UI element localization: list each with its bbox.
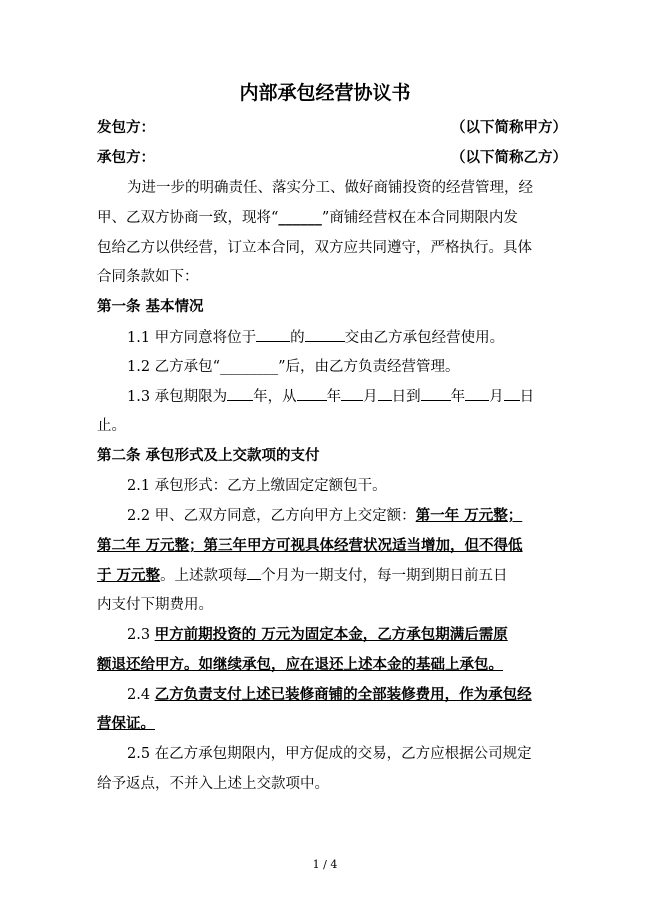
- clause-1-3-end: 止。: [97, 418, 126, 434]
- clause-text: ”后，由乙方负责经营管理。: [278, 359, 460, 375]
- clause-2-3-line-2: [97, 655, 567, 675]
- clause-text: 2.2 甲、乙双方同意，乙方向甲方上交定额：: [127, 508, 416, 524]
- clause-2-4-line-2: [97, 714, 567, 734]
- years-blank: [227, 386, 253, 401]
- first-year-amount: 第一年 万元整；: [415, 508, 523, 524]
- clause-2-2-line-2: [97, 536, 567, 556]
- clause-text: 年，从: [253, 389, 297, 405]
- location-blank: [256, 327, 290, 342]
- clause-text: 年: [326, 389, 342, 405]
- party-b-label: 承包方：: [97, 150, 155, 166]
- preamble-line-3: 包给乙方以供经营，订立本合同，双方应共同遵守，严格执行。具体: [97, 240, 532, 256]
- shop-name-blank: ______: [278, 210, 322, 226]
- clause-1-2: [97, 357, 567, 377]
- clause-2-3: [97, 625, 567, 645]
- clause-number: 2.4: [127, 687, 155, 703]
- clause-1-1: [97, 327, 567, 348]
- party-a-note: （以下简称甲方）: [451, 120, 567, 136]
- clause-number: 2.3: [127, 627, 155, 643]
- property-blank: [305, 327, 345, 342]
- start-month-blank: [341, 386, 363, 401]
- principal-refund-text: 额退还给甲方。如继续承包，应在退还上述本金的基础上承包。: [97, 657, 503, 673]
- clause-text: 年: [450, 389, 466, 405]
- clause-text: 月: [489, 389, 504, 405]
- preamble-line-1: 为进一步的明确责任、落实分工、做好商铺投资的经营管理，经: [127, 180, 533, 196]
- clause-2-1: 2.1 承包形式：乙方上缴固定定额包干。: [127, 478, 387, 494]
- clause-text: 1.1 甲方同意将位于: [127, 330, 257, 346]
- end-day-blank: [504, 386, 520, 401]
- document-title: 内部承包经营协议书: [239, 82, 411, 104]
- article-2-heading: 第二条 承包形式及上交款项的支付: [97, 448, 320, 464]
- clause-2-5: 2.5 在乙方承包期限内，甲方促成的交易，乙方应根据公司规定: [127, 746, 532, 762]
- party-a-label: 发包方：: [97, 120, 155, 136]
- initial-investment-text: 甲方前期投资的 万元为固定本金，乙方承包期满后需原: [154, 627, 508, 643]
- clause-2-2-line-4: 内支付下期费用。: [97, 597, 213, 613]
- end-month-blank: [465, 386, 489, 401]
- clause-text: 的: [290, 330, 305, 346]
- second-third-year-amount: 第二年 万元整；第三年甲方可视具体经营状况适当增加，但不得低: [97, 538, 523, 554]
- clause-2-2: [97, 506, 567, 526]
- party-b-note: （以下简称乙方）: [451, 150, 567, 166]
- start-day-blank: [378, 386, 392, 401]
- clause-2-5-line-2: 给予返点，不并入上述上交款项中。: [97, 776, 329, 792]
- decoration-fee-text: 乙方负责支付上述已装修商铺的全部装修费用，作为承包经: [154, 687, 532, 703]
- clause-text: 交由乙方承包经营使用。: [344, 330, 505, 346]
- clause-text: 个月为一期支付，每一期到期日前五日: [261, 568, 508, 584]
- guarantee-text: 营保证。: [97, 716, 155, 732]
- minimum-amount: 于 万元整: [97, 568, 161, 584]
- start-year-blank: [297, 386, 327, 401]
- clause-text: 日到: [391, 389, 421, 405]
- clause-1-3: [97, 386, 567, 407]
- clause-text: 月: [363, 389, 378, 405]
- clause-text: 1.2 乙方承包“: [127, 359, 221, 375]
- shop-blank: ________: [220, 359, 279, 375]
- clause-text: 。上述款项每: [160, 568, 248, 584]
- preamble-text: 甲、乙双方协商一致，现将“: [97, 210, 279, 226]
- end-year-blank: [421, 386, 451, 401]
- clause-2-2-line-3: [97, 565, 567, 586]
- clause-2-4: [97, 685, 567, 705]
- party-a-line: [97, 118, 567, 138]
- clause-text: 日: [519, 389, 535, 405]
- preamble-line-2: [97, 208, 567, 228]
- clause-text: 1.3 承包期限为: [127, 389, 228, 405]
- preamble-line-4: 合同条款如下：: [97, 269, 199, 285]
- article-1-heading: 第一条 基本情况: [97, 299, 204, 315]
- page-number: 1 / 4: [312, 858, 338, 871]
- period-months-blank: [247, 565, 261, 580]
- party-b-line: [97, 148, 567, 168]
- preamble-text: ”商铺经营权在本合同期限内发: [321, 210, 518, 226]
